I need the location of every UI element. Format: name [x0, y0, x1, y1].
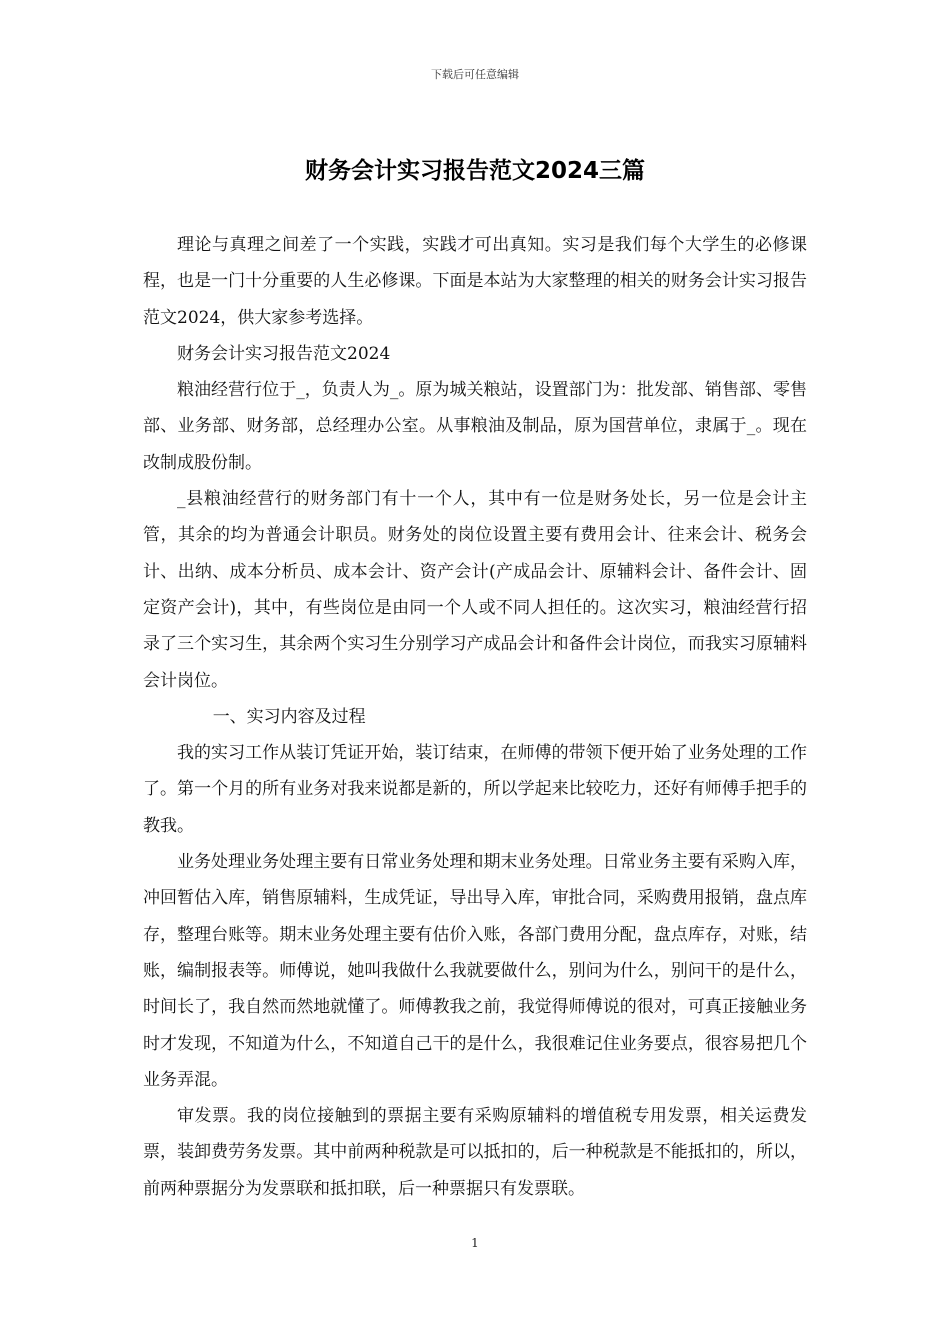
header-note: 下载后可任意编辑	[431, 68, 519, 81]
department-paragraph: _县粮油经营行的财务部门有十一个人，其中有一位是财务处长，另一位是会计主管，其余的均为普通会计职员。财务处的岗位设置主要有费用会计、往来会计、税务会计、出纳、成本分析员、成本会计、资产会计(产成品会计、原辅料会计、备件会计、固定资产会计)，其中，有些岗位是由同一个人或不同人担任的。这次实习，粮油经营行招录了三个实习生，其余两个实习生分别学习产成品会计和备件会计岗位，而我实习原辅料会计岗位。	[143, 489, 807, 691]
subtitle-paragraph: 财务会计实习报告范文2024	[177, 343, 391, 364]
company-paragraph: 粮油经营行位于_，负责人为_。原为城关粮站，设置部门为：批发部、销售部、零售部、业务部、财务部，总经理办公室。从事粮油及制品，原为国营单位，隶属于_。现在改制成股份制。	[143, 380, 807, 473]
business-processing-paragraph: 业务处理业务处理主要有日常业务处理和期末业务处理。日常业务主要有采购入库，冲回暂估入库，销售原辅料，生成凭证，导出导入库，审批合同，采购费用报销，盘点库存，整理台账等。期末业务处理主要有估价入账，各部门费用分配，盘点库存，对账，结账，编制报表等。师傅说，她叫我做什么我就要做什么，别问为什么，别问干的是什么，时间长了，我自然而然地就懂了。师傅教我之前，我觉得师傅说的很对，可真正接触业务时才发现，不知道为什么，不知道自己干的是什么，我很难记住业务要点，很容易把几个业务弄混。	[143, 852, 807, 1090]
page-number: 1	[471, 1236, 479, 1250]
invoice-review-paragraph: 审发票。我的岗位接触到的票据主要有采购原辅料的增值税专用发票，相关运费发票，装卸费劳务发票。其中前两种税款是可以抵扣的，后一种税款是不能抵扣的，所以，前两种票据分为发票联和抵扣联，后一种票据只有发票联。	[143, 1106, 807, 1199]
intro-paragraph: 理论与真理之间差了一个实践，实践才可出真知。实习是我们每个大学生的必修课程，也是一门十分重要的人生必修课。下面是本站为大家整理的相关的财务会计实习报告范文2024，供大家参考选择。	[143, 235, 807, 328]
section-heading: 一、实习内容及过程	[212, 706, 366, 727]
document-title: 财务会计实习报告范文2024三篇	[304, 158, 645, 184]
internship-start-paragraph: 我的实习工作从装订凭证开始，装订结束，在师傅的带领下便开始了业务处理的工作了。第一个月的所有业务对我来说都是新的，所以学起来比较吃力，还好有师傅手把手的教我。	[143, 743, 807, 836]
document-body	[143, 227, 807, 1207]
